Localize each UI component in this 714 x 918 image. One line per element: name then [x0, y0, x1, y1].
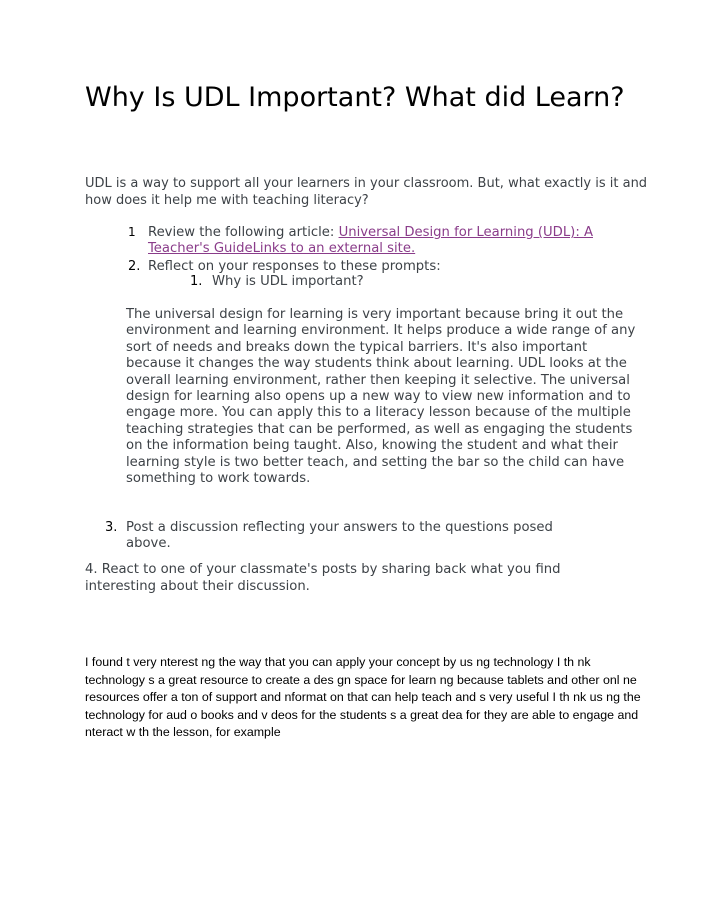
step-2-subitem-number: 1.	[190, 274, 203, 289]
step-3-number: 3.	[105, 520, 118, 535]
answer-paragraph: The universal design for learning is very important because bring it out the environment and learning environment. It helps produce a wide range of any sort of needs and breaks down the typical barriers. It's also important because it changes the way students think about learning. UDL looks at the overall learning environment, rather then keeping it selective. The universal design for learning also opens up a new way to view new information and to engage more. You can apply this to a literacy lesson because of the multiple teaching strategies that can be performed, as well as engaging the students on the information being taught. Also, knowing the student and what their learning style is two better teach, and setting the bar so the child can have something to work towards.	[126, 307, 636, 487]
intro-paragraph: UDL is a way to support all your learners in your classroom. But, what exactly is it and how does it help me with teaching literacy?	[85, 176, 648, 208]
step-1-text: Review the following article:	[148, 225, 339, 240]
step-4-text: 4. React to one of your classmate's posts by sharing back what you find interesting about their discussion.	[85, 562, 561, 594]
step-3-text: Post a discussion reflecting your answers to the questions posed above.	[126, 520, 553, 551]
step-2-number: 2.	[128, 259, 141, 274]
step-1-number: 1	[128, 225, 136, 239]
step-2-text: Reflect on your responses to these prompts:	[148, 259, 441, 274]
step-2-subitem-text: Why is UDL important?	[212, 274, 364, 289]
article-link[interactable]: Universal Design for Learning (UDL): A Teacher's GuideLinks to an external site.	[148, 225, 593, 256]
reply-paragraph: I found t very nterest ng the way that you can apply your concept by us ng technology I th nk technology s a great resource to create a des gn space for learn ng because tablets and other onl ne resources offer a ton of support and nformat on that can help teach and s very useful I th nk us ng the technology for aud o books and v deos for the students s a great dea for they are able to engage and nteract w th the lesson, for example	[85, 655, 641, 740]
page-title: Why Is UDL Important? What did Learn?	[85, 82, 625, 113]
step-1	[148, 225, 633, 257]
